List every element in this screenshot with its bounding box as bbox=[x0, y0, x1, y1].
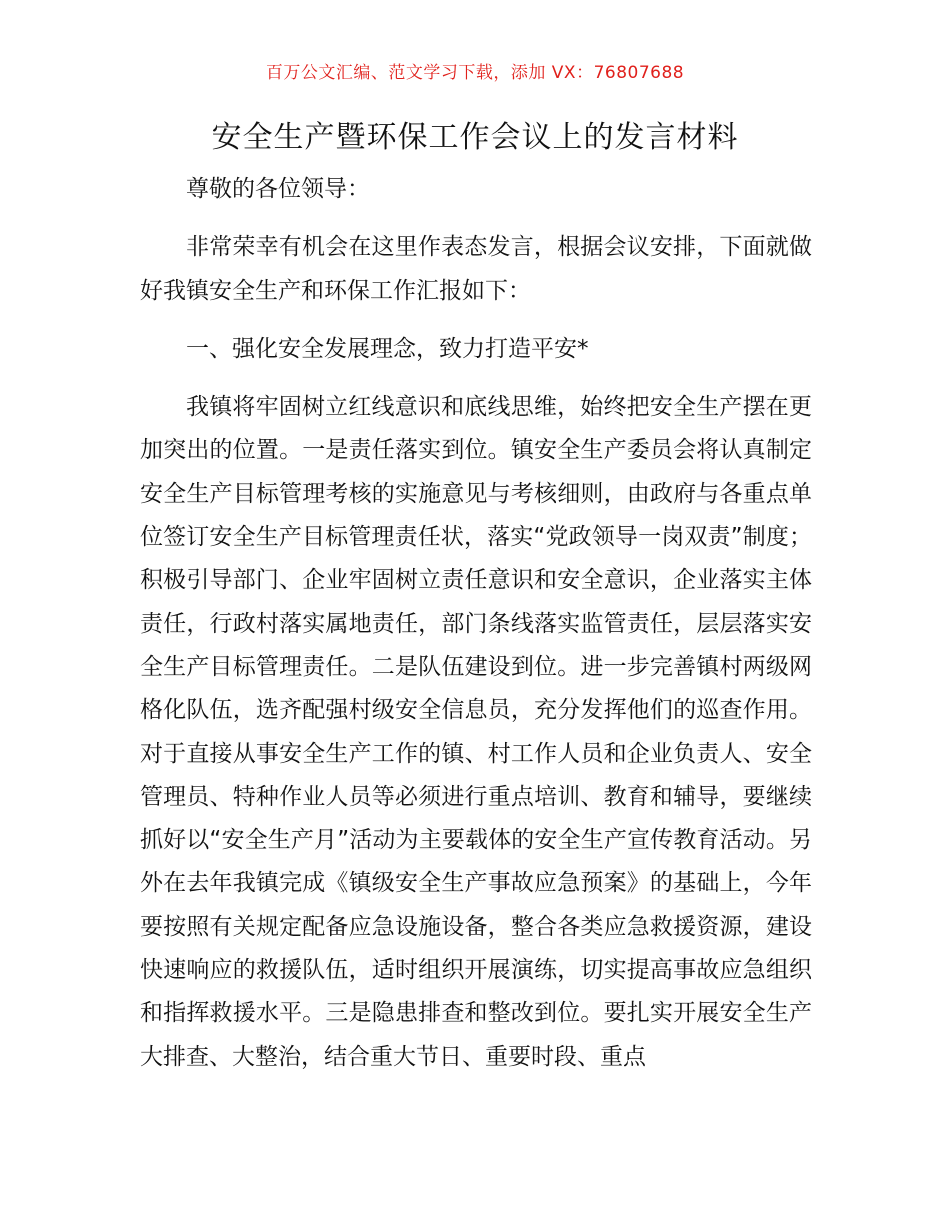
salutation: 尊敬的各位领导： bbox=[186, 176, 370, 202]
section-heading: 一、强化安全发展理念，致力打造平安* bbox=[186, 335, 589, 362]
page-title: 安全生产暨环保工作会议上的发言材料 bbox=[211, 120, 739, 155]
header-banner: 百万公文汇编、范文学习下载，添加 VX：76807688 bbox=[265, 63, 685, 83]
paragraph-intro: 非常荣幸有机会在这里作表态发言，根据会议安排，下面就做好我镇安全生产和环保工作汇报如下： bbox=[140, 234, 812, 304]
paragraph-body: 我镇将牢固树立红线意识和底线思维，始终把安全生产摆在更加突出的位置。一是责任落实到位。镇安全生产委员会将认真制定安全生产目标管理考核的实施意见与考核细则，由政府与各重点单位签订安全生产目标管理责任状，落实“党政领导一岗双责”制度；积极引导部门、企业牢固树立责任意识和安全意识，企业落实主体责任，行政村落实属地责任，部门条线落实监管责任，层层落实安全生产目标管理责任。二是队伍建设到位。进一步完善镇村两级网格化队伍，选齐配强村级安全信息员，充分发挥他们的巡查作用。对于直接从事安全生产工作的镇、村工作人员和企业负责人、安全管理员、特种作业人员等必须进行重点培训、教育和辅导，要继续抓好以“安全生产月”活动为主要载体的安全生产宣传教育活动。另外在去年我镇完成《镇级安全生产事故应急预案》的基础上，今年要按照有关规定配备应急设施设备，整合各类应急救援资源，建设快速响应的救援队伍，适时组织开展演练，切实提高事故应急组织和指挥救援水平。三是隐患排查和整改到位。要扎实开展安全生产大排查、大整治，结合重大节日、重要时段、重点 bbox=[140, 394, 812, 1070]
document-body bbox=[140, 168, 812, 1094]
